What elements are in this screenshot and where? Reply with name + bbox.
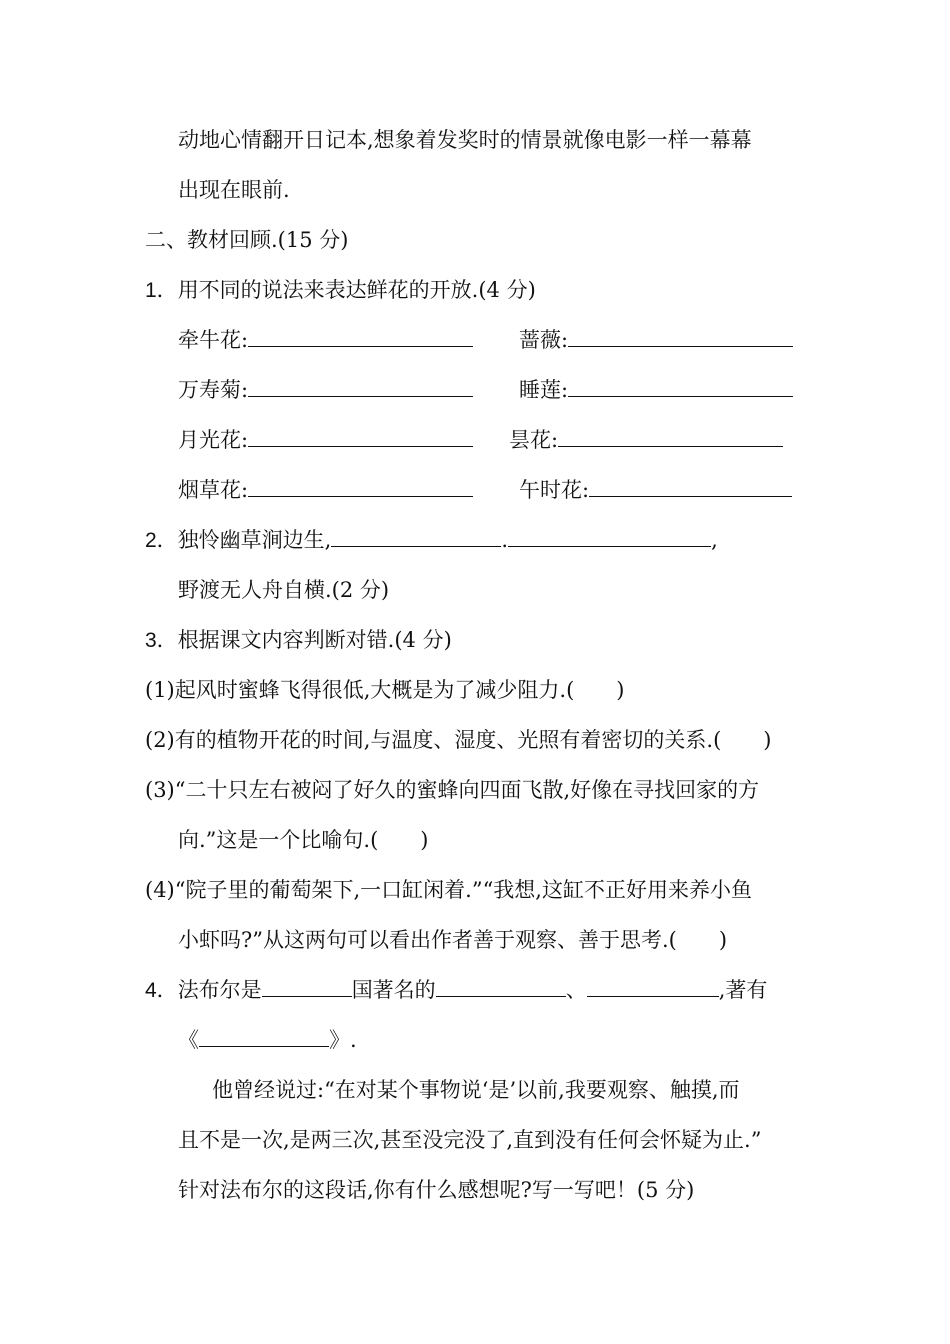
intro-line-1: 动地心情翻开日记本,想象着发奖时的情景就像电影一样一幕幕 [178, 128, 752, 152]
flower-row [178, 326, 473, 354]
book-title-line [178, 1026, 357, 1054]
poem-line: 独怜幽草涧边生, [177, 528, 332, 552]
answer-blank[interactable] [587, 976, 719, 997]
question-2 [145, 526, 718, 555]
answer-blank[interactable] [568, 326, 793, 347]
flower-label: 牵牛花: [178, 328, 249, 352]
question-text: 国著名的 [351, 978, 436, 1002]
flower-row [519, 476, 792, 504]
true-false-item: (1)起风时蜜蜂飞得很低,大概是为了减少阻力.( ) [145, 678, 625, 702]
question-1 [145, 276, 536, 305]
answer-blank[interactable] [436, 976, 566, 997]
true-false-item-continued: 小虾吗?”从这两句可以看出作者善于观察、善于思考.( ) [178, 928, 728, 952]
flower-label: 昙花: [509, 428, 559, 452]
flower-label: 烟草花: [178, 478, 249, 502]
question-number: 3． [145, 629, 178, 652]
flower-row [178, 476, 473, 504]
flower-label: 月光花: [178, 428, 249, 452]
flower-row [178, 426, 473, 454]
answer-blank[interactable] [248, 376, 473, 397]
punctuation: 、 [565, 978, 587, 1002]
flower-row [519, 326, 793, 354]
question-number: 2． [145, 529, 178, 552]
bracket-close: 》. [329, 1028, 357, 1052]
bracket-open: 《 [178, 1028, 199, 1052]
section-title: 二、教材回顾.(15 分) [145, 228, 349, 252]
answer-blank[interactable] [508, 526, 711, 547]
flower-label: 睡莲: [519, 378, 569, 402]
flower-label: 午时花: [519, 478, 590, 502]
answer-blank[interactable] [262, 976, 352, 997]
flower-label: 蔷薇: [519, 328, 569, 352]
flower-label: 万寿菊: [178, 378, 249, 402]
question-number: 1． [145, 279, 178, 302]
answer-blank[interactable] [248, 476, 473, 497]
answer-blank[interactable] [331, 526, 501, 547]
true-false-item: (3)“二十只左右被闷了好久的蜜蜂向四面飞散,好像在寻找回家的方 [145, 778, 760, 802]
intro-line-2: 出现在眼前. [178, 178, 290, 202]
question-number: 4． [145, 979, 178, 1002]
answer-blank[interactable] [199, 1026, 329, 1047]
punctuation: , [711, 528, 718, 552]
answer-blank[interactable] [568, 376, 793, 397]
question-text: 根据课文内容判断对错.(4 分) [177, 628, 452, 652]
true-false-item: (4)“院子里的葡萄架下,一口缸闲着.”“我想,这缸不正好用来养小鱼 [145, 878, 752, 902]
quote-paragraph-line: 他曾经说过:“在对某个事物说‘是’以前,我要观察、触摸,而 [212, 1078, 740, 1102]
answer-blank[interactable] [248, 326, 473, 347]
quote-paragraph-line: 且不是一次,是两三次,甚至没完没了,直到没有任何会怀疑为止.” [178, 1128, 762, 1152]
question-text: 用不同的说法来表达鲜花的开放.(4 分) [177, 278, 536, 302]
question-text: ,著有 [718, 978, 768, 1002]
question-text: 法布尔是 [177, 978, 262, 1002]
answer-blank[interactable] [589, 476, 792, 497]
flower-row [509, 426, 783, 454]
poem-line: 野渡无人舟自横.(2 分) [178, 578, 390, 602]
question-4 [145, 976, 767, 1005]
question-3 [145, 626, 452, 655]
flower-row [178, 376, 473, 404]
true-false-item-continued: 向.”这是一个比喻句.( ) [178, 828, 429, 852]
answer-blank[interactable] [248, 426, 473, 447]
answer-blank[interactable] [558, 426, 783, 447]
punctuation: . [501, 528, 509, 552]
quote-paragraph-line: 针对法布尔的这段话,你有什么感想呢?写一写吧！(5 分) [178, 1178, 695, 1202]
true-false-item: (2)有的植物开花的时间,与温度、湿度、光照有着密切的关系.( ) [145, 728, 772, 752]
flower-row [519, 376, 793, 404]
